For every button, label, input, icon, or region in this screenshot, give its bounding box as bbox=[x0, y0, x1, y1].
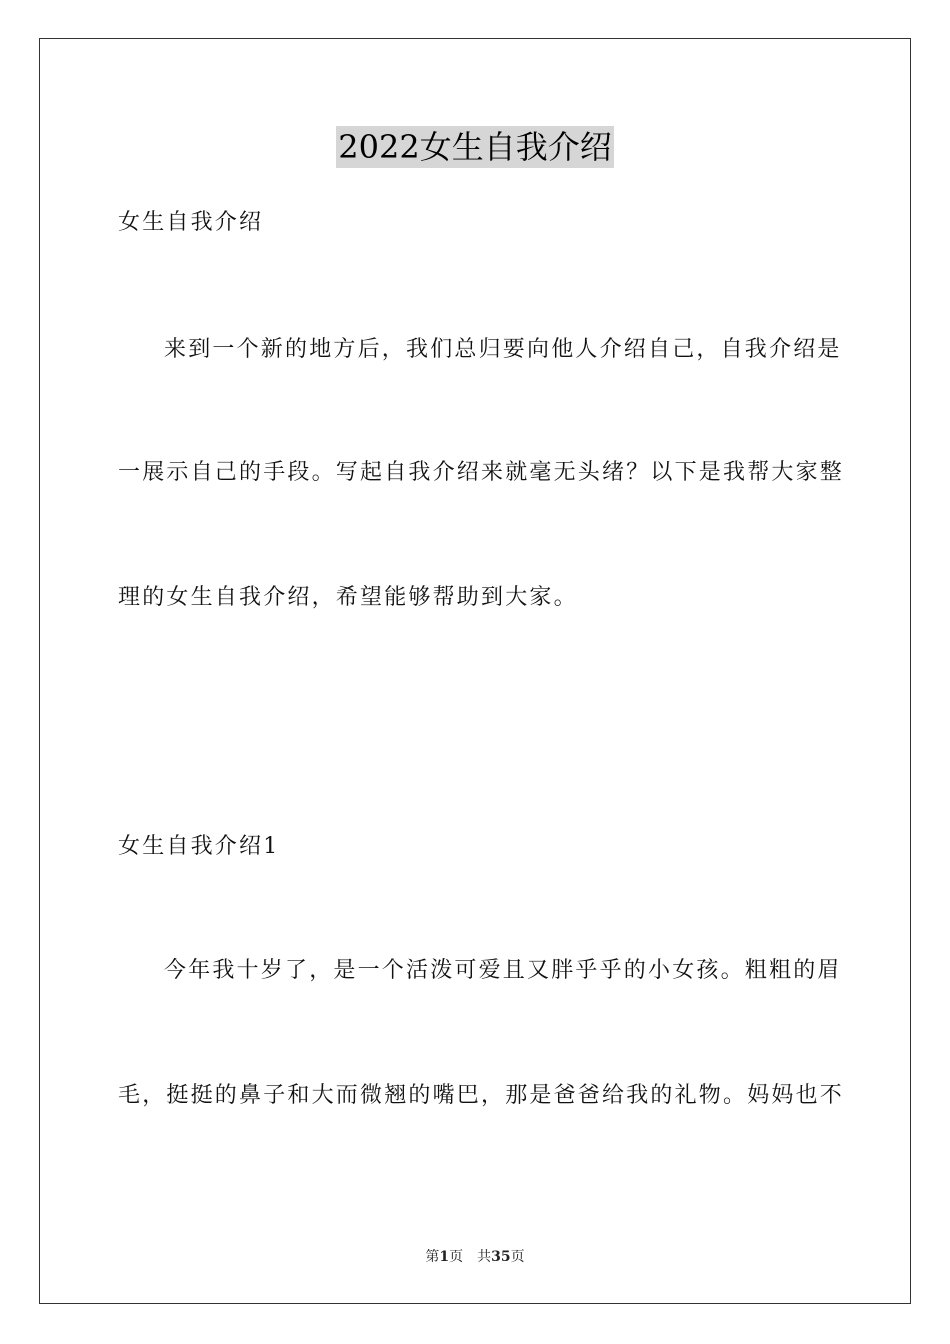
total-prefix: 共 bbox=[477, 1249, 492, 1265]
paragraph-line: 一展示自己的手段。写起自我介绍来就毫无头绪？以下是我帮大家整 bbox=[118, 460, 845, 485]
page-footer bbox=[0, 1248, 950, 1266]
total-suffix: 页 bbox=[510, 1249, 525, 1265]
section-heading: 女生自我介绍 bbox=[118, 210, 264, 235]
paragraph-line: 来到一个新的地方后，我们总归要向他人介绍自己，自我介绍是 bbox=[164, 337, 842, 362]
paragraph-line: 理的女生自我介绍，希望能够帮助到大家。 bbox=[118, 585, 578, 610]
page-current: 1 bbox=[439, 1249, 450, 1265]
paragraph-line: 毛，挺挺的鼻子和大而微翘的嘴巴，那是爸爸给我的礼物。妈妈也不 bbox=[118, 1083, 845, 1108]
page-suffix: 页 bbox=[449, 1249, 464, 1265]
section-heading: 女生自我介绍1 bbox=[118, 834, 280, 859]
document-title: 2022女生自我介绍 bbox=[338, 128, 612, 166]
page-total: 35 bbox=[491, 1249, 511, 1265]
paragraph-line: 今年我十岁了，是一个活泼可爱且又胖乎乎的小女孩。粗粗的眉 bbox=[164, 958, 842, 983]
title-container bbox=[0, 126, 950, 168]
page-prefix: 第 bbox=[425, 1249, 440, 1265]
